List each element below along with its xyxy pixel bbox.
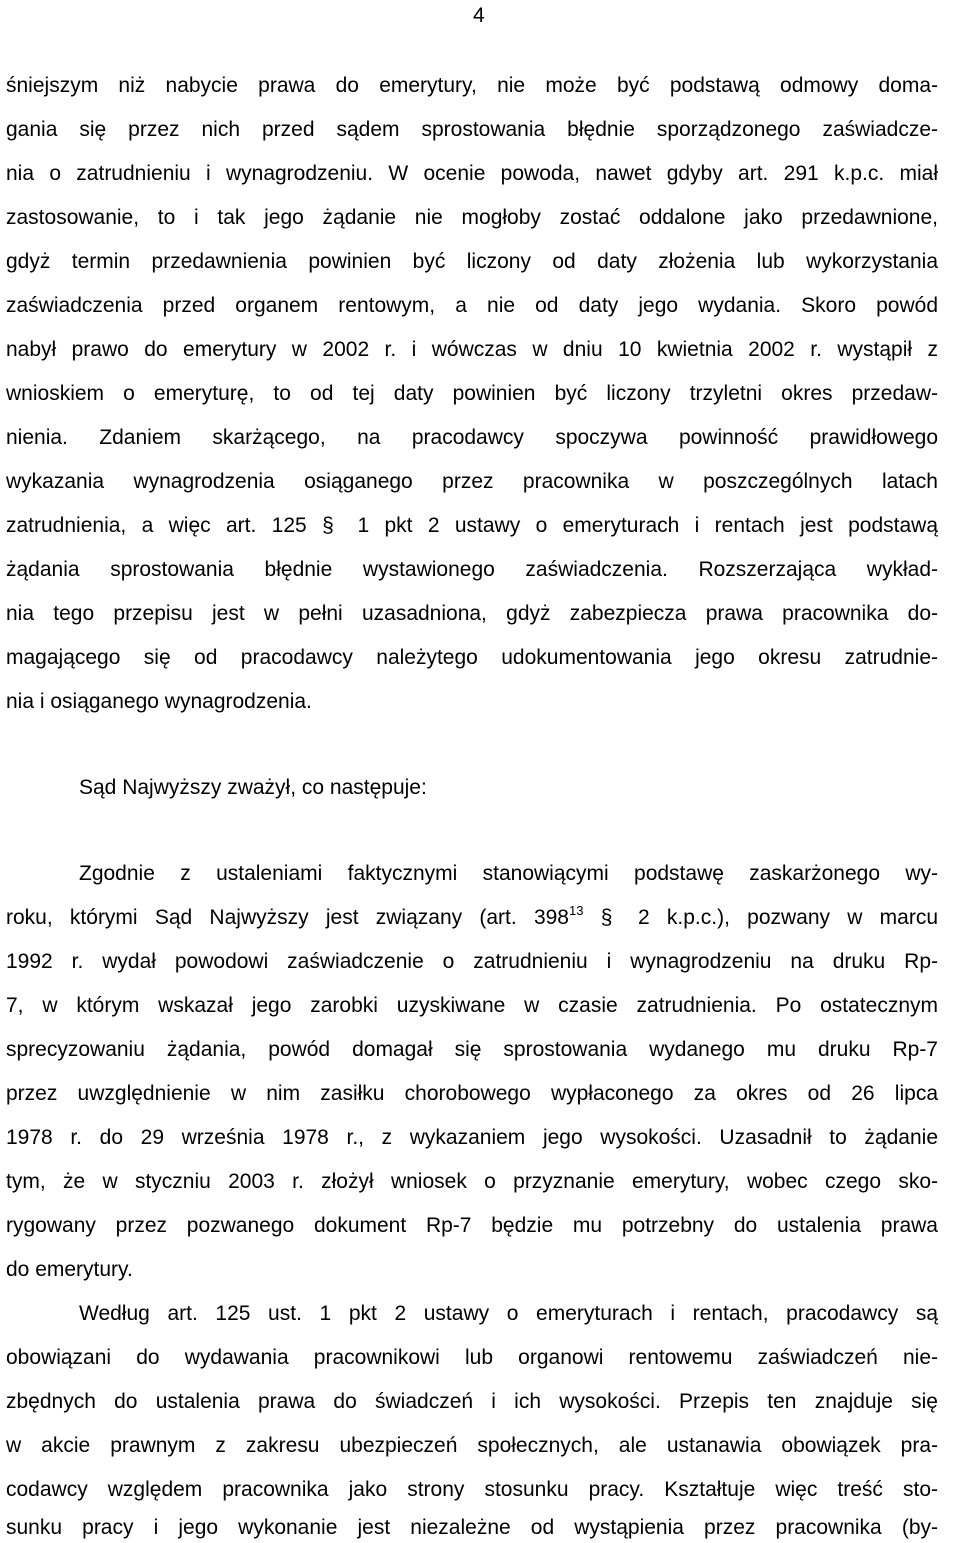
text-line [6,514,938,538]
text-line: sprecyzowaniu żądania, powód domagał się sprostowania wydanego mu druku Rp-7 [6,1038,938,1061]
text-line: wnioskiem o emeryturę, to od tej daty powinien być liczony trzyletni okres przedaw- [6,382,938,405]
text-line: do emerytury. [6,1258,133,1281]
text-line: Według art. 125 ust. 1 pkt 2 ustawy o emeryturach i rentach, pracodawcy są [79,1302,938,1325]
text-line: nia i osiąganego wynagrodzenia. [6,690,312,713]
text-line: śniejszym niż nabycie prawa do emerytury, nie może być podstawą odmowy doma- [6,74,938,97]
text-line: nia tego przepisu jest w pełni uzasadniona, gdyż zabezpiecza prawa pracownika do- [6,602,938,625]
text-segment: zatrudnienia, a więc art. 125 [6,514,307,537]
text-line: sunku pracy i jego wykonanie jest niezależne od wystąpienia przez pracownika (by- [6,1516,938,1539]
text-line: Zgodnie z ustaleniami faktycznymi stanowiącymi podstawę zaskarżonego wy- [79,862,938,885]
text-line: magającego się od pracodawcy należytego udokumentowania jego okresu zatrudnie- [6,646,938,669]
text-line: zaświadczenia przed organem rentowym, a nie od daty jego wydania. Skoro powód [6,294,938,317]
text-line: zbędnych do ustalenia prawa do świadczeń i ich wysokości. Przepis ten znajduje się [6,1390,938,1413]
page-number: 4 [473,4,485,27]
text-line: nienia. Zdaniem skarżącego, na pracodawcy spoczywa powinność prawidłowego [6,426,938,449]
text-line: nabył prawo do emerytury w 2002 r. i wówczas w dniu 10 kwietnia 2002 r. wystąpił z [6,338,938,361]
text-line: przez uwzględnienie w nim zasiłku chorobowego wypłaconego za okres od 26 lipca [6,1082,938,1105]
superscript: 13 [569,903,584,918]
text-line: codawcy względem pracownika jako strony stosunku pracy. Kształtuje więc treść sto- [6,1478,938,1501]
text-line: obowiązani do wydawania pracownikowi lub organowi rentowemu zaświadczeń nie- [6,1346,938,1369]
text-segment: 2 k.p.c.), pozwany w marcu [637,906,939,929]
text-line: 7, w którym wskazał jego zarobki uzyskiwane w czasie zatrudnienia. Po ostatecznym [6,994,938,1017]
text-line: zastosowanie, to i tak jego żądanie nie mogłoby zostać oddalone jako przedawnione, [6,206,938,229]
section-heading: Sąd Najwyższy zważył, co następuje: [79,776,427,799]
text-line: tym, że w styczniu 2003 r. złożył wniosek o przyznanie emerytury, wobec czego sko- [6,1170,938,1193]
text-line: rygowany przez pozwanego dokument Rp-7 będzie mu potrzebny do ustalenia prawa [6,1214,938,1237]
text-segment: 1 pkt 2 ustawy o emeryturach i rentach jest podstawą [357,514,938,537]
text-segment: roku, którymi Sąd Najwyższy jest związany (art. 398 [6,906,569,929]
text-line: wykazania wynagrodzenia osiąganego przez pracownika w poszczególnych latach [6,470,938,493]
text-line: żądania sprostowania błędnie wystawionego zaświadczenia. Rozszerzająca wykład- [6,558,938,581]
section-symbol: § [322,514,334,537]
section-symbol: § [600,906,613,929]
text-line: 1978 r. do 29 września 1978 r., z wykazaniem jego wysokości. Uzasadnił to żądanie [6,1126,938,1149]
text-line [6,903,939,930]
text-line: w akcie prawnym z zakresu ubezpieczeń społecznych, ale ustanawia obowiązek pra- [6,1434,938,1457]
text-line: nia o zatrudnieniu i wynagrodzeniu. W ocenie powoda, nawet gdyby art. 291 k.p.c. miał [6,162,938,185]
text-line: gania się przez nich przed sądem sprostowania błędnie sporządzonego zaświadcze- [6,118,938,141]
text-line: 1992 r. wydał powodowi zaświadczenie o zatrudnieniu i wynagrodzeniu na druku Rp- [6,950,938,973]
text-line: gdyż termin przedawnienia powinien być liczony od daty złożenia lub wykorzystania [6,250,938,273]
